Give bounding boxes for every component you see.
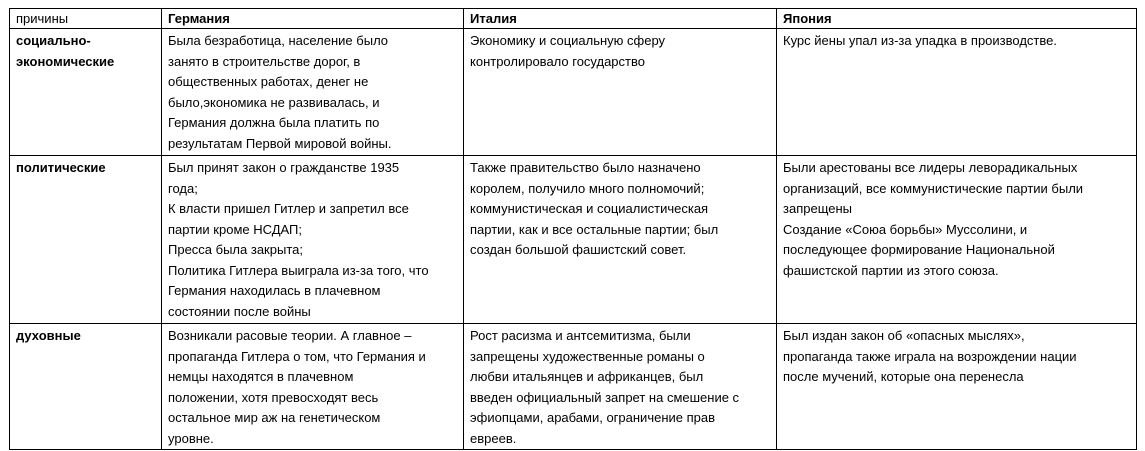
cell-italy-socioeconomic: Экономику и социальную сферу контролировало государство — [464, 29, 777, 156]
cell-italy-spiritual: Рост расизма и антсемитизма, были запрещены художественные романы о любви итальянцев и африканцев, был введен официальный запрет на смешение с эфиопцами, арабами, ограничение прав евреев. — [464, 324, 777, 450]
row-label-socioeconomic: социально- экономические — [10, 29, 162, 156]
cell-japan-socioeconomic: Курс йены упал из-за упадка в производстве. — [777, 29, 1137, 156]
header-germany: Германия — [162, 9, 464, 29]
cell-germany-political: Был принят закон о гражданстве 1935 года; К власти пришел Гитлер и запретил все партии кроме НСДАП; Пресса была закрыта; Политика Гитлера выиграла из-за того, что Германия находилась в плачевном состоянии после войны — [162, 156, 464, 324]
row-label-spiritual: духовные — [10, 324, 162, 450]
cell-germany-socioeconomic: Была безработица, население было занято в строительстве дорог, в общественных работах, денег не было,экономика не развивалась, и Германия должна была платить по результатам Первой мировой войны. — [162, 29, 464, 156]
header-japan: Япония — [777, 9, 1137, 29]
row-label-political: политические — [10, 156, 162, 324]
header-italy: Италия — [464, 9, 777, 29]
cell-japan-political: Были арестованы все лидеры леворадикальных организаций, все коммунистические партии были запрещены Создание «Союа борьбы» Муссолини, и последующее формирование Национальной фашистской партии из этого союза. — [777, 156, 1137, 324]
cell-italy-political: Также правительство было назначено королем, получило много полномочий; коммунистическая и социалистическая партии, как и все остальные партии; был создан большой фашистский совет. — [464, 156, 777, 324]
cell-japan-spiritual: Был издан закон об «опасных мыслях», пропаганда также играла на возрождении нации после мучений, которые она перенесла — [777, 324, 1137, 450]
header-row — [10, 9, 1137, 29]
header-causes: причины — [10, 9, 162, 29]
table-row — [10, 156, 1137, 324]
table-row — [10, 29, 1137, 156]
cell-germany-spiritual: Возникали расовые теории. А главное – пропаганда Гитлера о том, что Германия и немцы находятся в плачевном положении, хотя превосходят весь остальное мир аж на генетическом уровне. — [162, 324, 464, 450]
table-row — [10, 324, 1137, 450]
comparison-table — [9, 8, 1137, 450]
